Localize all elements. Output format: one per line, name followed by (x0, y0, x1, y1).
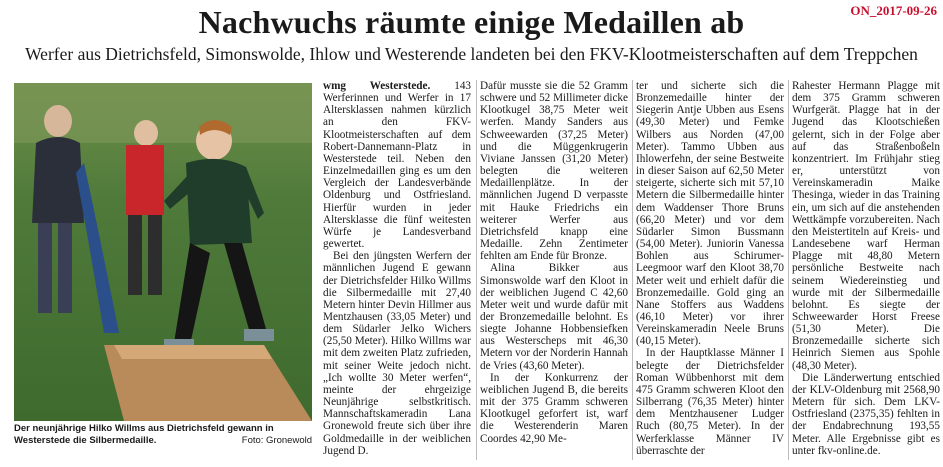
column-1-paragraph-2: Bei den jüngsten Werfern der männlichen Jugend E gewann der Dietrichsfelder Hilko Willms die Silbermedaille mit 27,40 Metern hinter Devin Hillmer aus Mentzhausen (33,05 Meter) und dem Südarler Jelko Wichers (25,50 Meter). Hilko Willms war mit dem zweiten Platz zufrieden, mit seiner Weite jedoch nicht. „Ich wollte 30 Meter werfen“, meinte der ehrgeizige Neunjährige selbstkritisch. Mannschaftskameradin Lana Gronewold freute sich über ihre Goldmedaille in der weiblichen Jugend D. (323, 250, 471, 457)
column-4-paragraph-2: Die Länderwertung entschied der KLV-Oldenburg mit 2568,90 Metern für sich. Dem LKV-Ostfriesland (2375,35) fehlten in der Endabrechnung 193,55 Meter. Alle Ergebnisse gibt es unter fkv-online.de. (792, 371, 940, 457)
column-1-paragraph-1-text: 143 Werferinnen und Werfer in 17 Altersklassen nahmen kürzlich an den FKV-Klootmeisterschaften auf dem Robert-Dannemann-Platz in Westerstede teil. Neben den Einzelmedaillen ging es um den Vergleich der Landesverbände Oldenburg und Ostfriesland. Hierfür wurden in jeder Altersklasse die fünf weitesten Würfe je Landesverband gewertet. (323, 80, 471, 251)
article-column-1 (323, 80, 471, 465)
headline: Nachwuchs räumte einige Medaillen ab (198, 4, 745, 40)
caption-text: Der neunjährige Hilko Willms aus Dietrichsfeld gewann in Westerstede die Silbermedaille. (14, 423, 274, 446)
article-photo (14, 83, 312, 421)
column-2-paragraph-2: Alina Bikker aus Simonswolde warf den Kloot in der weiblichen Jugend C 42,60 Meter weit und wurde dafür mit der Bronzemedaille belohnt. Es siegte Johanne Hobbensiefken aus Westerscheps mit 46,30 Metern vor der Norderin Hannah de Vries (43,60 Meter). (480, 262, 628, 372)
dateline: wmg Westerstede. (323, 80, 431, 92)
column-2-paragraph-3: In der Konkurrenz der weiblichen Jugend B, die bereits mit der 375 Gramm schweren Klootkugel geforfert ist, warf die Westerenderin Maren Coordes 42,90 Me- (480, 371, 628, 445)
article-column-2 (480, 80, 628, 465)
column-3-paragraph-2: In der Hauptklasse Männer I belegte der Dietrichsfelder Roman Wübbenhorst mit dem 475 Gramm schweren Kloot den Silberrang (76,35 Meter) hinter dem Mentzhausener Ludger Ruch (80,75 Meter). In der Werferklasse Männer IV überraschte der (636, 347, 784, 457)
article-column-4 (792, 80, 940, 465)
column-1-paragraph-1 (323, 80, 471, 250)
column-2-paragraph-1: Dafür musste sie die 52 Gramm schwere und 52 Millimeter dicke Klootkugel 38,75 Meter weit werfen. Mandy Sanders aus Schweewarden (37,25 Meter) und die Müggenkrugerin Viviane Janssen (31,20 Meter) belegten die weiteren Medaillenplätze. In der männlichen Jugend D verpasste mit Hauke Friedrichs ein weiterer Werfer aus Dietrichsfeld knapp eine Medaille. Zehn Zentimeter fehlten am Ende für Bronze. (480, 80, 628, 263)
column-3-paragraph-1: ter und sicherte sich die Bronzemedaille hinter der Siegerin Antje Ubben aus Esens (49,30 Meter) und Femke Wilbers aus Norden (47,00 Meter). Tammo Ubben aus Ihlowerfehn, der seine Bestweite in dieser Saison auf 62,50 Meter steigerte, sicherte sich mit 57,10 Metern die Silbermedaille hinter dem Waddenser Thore Bruns (66,20 Meter) und vor dem Südarler Simon Bussmann (54,00 Meter). Juniorin Vanessa Bohlen aus Schirumer-Leegmoor warf den Kloot 38,70 Meter weit und erhielt dafür die Bronzemedaille. Gold ging an Nane Stoffers aus Waddens (46,10 Meter) vor ihrer Vereinskameradin Neele Bruns (40,15 Meter). (636, 80, 784, 348)
column-divider (632, 80, 633, 460)
photo-credit: Foto: Gronewold (241, 435, 312, 446)
column-divider (788, 80, 789, 460)
photo-caption (14, 423, 312, 447)
subheadline: Werfer aus Dietrichsfeld, Simonswolde, Ihlow und Westerende landeten bei den FKV-Klootmeisterschaften auf dem Treppchen (25, 44, 918, 64)
column-divider (476, 80, 477, 460)
archive-date-stamp: ON_2017-09-26 (850, 3, 937, 18)
article-column-3 (636, 80, 784, 465)
column-4-paragraph-1: Rahester Hermann Plagge mit dem 375 Gramm schweren Wurfgerät. Plagge hat in der Jugend das Klootschießen gelernt, sich in der Folge aber auf das Straßenboßeln konzentriert. Im Frühjahr stieg er, unterstützt von Vereinskameradin Maike Thesinga, wieder in das Training ein, um sich auf die anstehenden Wettkämpfe vorzubereiten. Nach den Meistertiteln auf Kreis- und Landesebene warf Herman Plagge mit 48,80 Metern persönliche Bestweite nach seinem Wiedereinstieg und wurde mit der Silbermedaille belohnt. Es siegte der Schweewarder Horst Freese (51,30 Meter). Die Bronzemedaille sicherte sich Heinrich Siemen aus Spohle (48,30 Meter). (792, 80, 940, 372)
photo-illustration (14, 83, 312, 421)
